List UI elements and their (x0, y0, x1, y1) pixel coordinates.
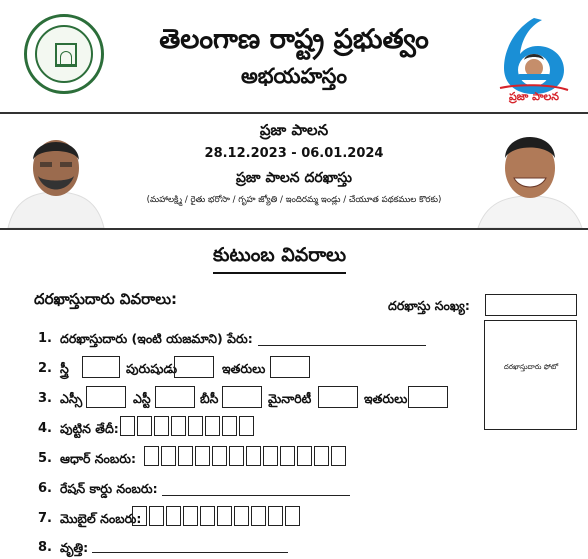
gender-female-label: స్త్రీ (60, 361, 69, 376)
praja-palana-logo (494, 14, 574, 106)
caste-st-label: ఎస్టీ (133, 391, 151, 406)
schemes-list: (మహాలక్ష్మి / రైతు భరోసా / గృహ జ్యోతి / ఇందిరమ్మ ఇండ్లు / చేయూత పథకముల కొరకు) (146, 195, 442, 205)
logo-caption: ప్రజా పాలన (508, 90, 560, 103)
dob-label: పుట్టిన తేదీ: (60, 421, 119, 436)
program-dates: 28.12.2023 - 06.01.2024 (204, 146, 384, 161)
field-number: 2. (38, 361, 52, 376)
gender-other-label: ఇతరులు (222, 361, 266, 376)
caste-minority-label: మైనారిటీ (268, 391, 312, 406)
field-number: 4. (38, 421, 52, 436)
gender-male-box[interactable] (174, 356, 214, 378)
caste-other-label: ఇతరులు (364, 391, 408, 406)
applicant-name-label: దరఖాస్తుదారు (ఇంటి యజమాని) పేరు: (60, 331, 253, 346)
banner-divider (0, 228, 588, 230)
aadhaar-input[interactable] (144, 446, 348, 466)
caste-minority-box[interactable] (318, 386, 358, 408)
mobile-label: మొబైల్ నంబరు: (60, 511, 142, 526)
page-title: తెలంగాణ రాష్ట్ర ప్రభుత్వం (159, 24, 429, 55)
page-subtitle: అభయహస్తం (241, 64, 347, 88)
application-number-field[interactable] (485, 294, 577, 316)
header-divider (0, 112, 588, 114)
caste-st-box[interactable] (155, 386, 195, 408)
photo-box[interactable] (484, 320, 577, 430)
ration-card-input[interactable] (162, 481, 350, 496)
occupation-input[interactable] (92, 538, 288, 553)
section-title: కుటుంబ వివరాలు (213, 244, 346, 274)
field-number: 5. (38, 451, 52, 466)
field-number: 7. (38, 511, 52, 526)
caste-bc-box[interactable] (222, 386, 262, 408)
field-number: 8. (38, 540, 52, 555)
gender-other-box[interactable] (270, 356, 310, 378)
field-number: 1. (38, 331, 52, 346)
application-number-label: దరఖాస్తు సంఖ్య: (388, 298, 470, 313)
mobile-input[interactable] (132, 506, 302, 526)
field-number: 3. (38, 391, 52, 406)
application-title: ప్రజా పాలన దరఖాస్తు (235, 170, 353, 186)
applicant-name-input[interactable] (258, 331, 426, 346)
program-name: ప్రజా పాలన (259, 121, 329, 139)
applicant-heading: దరఖాస్తుదారు వివరాలు: (34, 290, 178, 308)
caste-bc-label: బీసీ (200, 391, 219, 406)
caste-other-box[interactable] (408, 386, 448, 408)
caste-sc-box[interactable] (86, 386, 126, 408)
ration-card-label: రేషన్ కార్డు నంబరు: (60, 481, 158, 496)
photo-label: దరఖాస్తుదారు ఫోటో (503, 363, 559, 371)
aadhaar-label: ఆధార్ నంబరు: (60, 451, 136, 466)
gender-female-box[interactable] (82, 356, 120, 378)
field-number: 6. (38, 481, 52, 496)
gender-male-label: పురుషుడు (126, 361, 178, 376)
dob-input[interactable] (120, 416, 256, 436)
caste-sc-label: ఎస్సీ (60, 391, 83, 406)
occupation-label: వృత్తి: (60, 540, 89, 555)
